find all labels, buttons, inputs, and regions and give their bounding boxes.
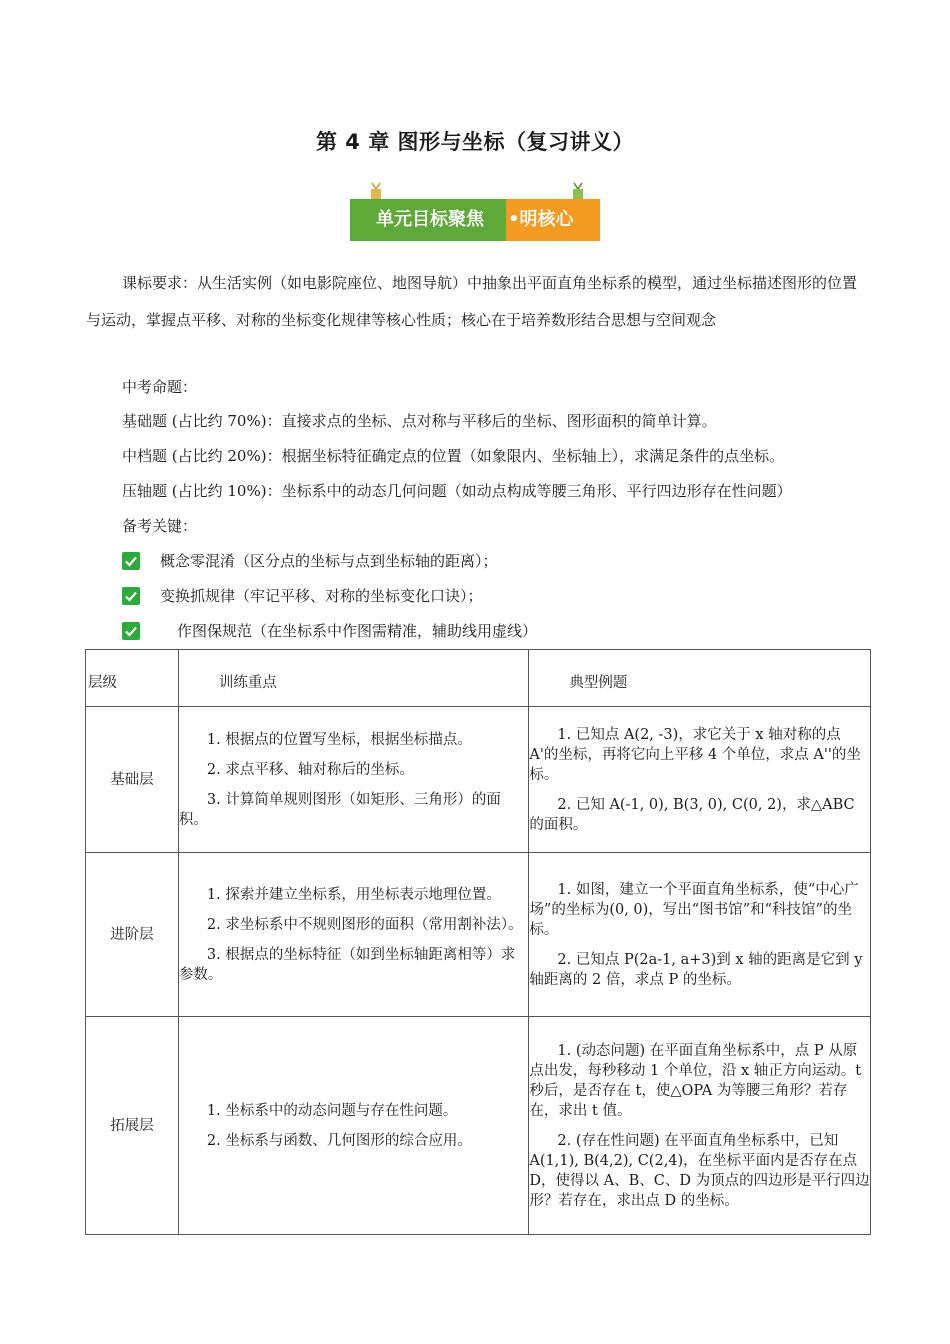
example-item: 2. 已知点 P(2a-1, a+3)到 x 轴的距离是它到 y 轴距离的 2 倍，求点 P 的坐标。 (529, 951, 863, 988)
row-focus (178, 1017, 529, 1235)
example-item: 2. 已知 A(-1, 0), B(3, 0), C(0, 2)，求△ABC 的面积。 (529, 796, 855, 833)
exam-item-basic: 基础题 (占比约 70%)：直接求点的坐标、点对称与平移后的坐标、图形面积的简单计算。 (122, 412, 717, 430)
binder-clip-icon (370, 182, 382, 200)
section-banner (350, 182, 600, 242)
curriculum-requirement: 课标要求：从生活实例（如电影院座位、地图导航）中抽象出平面直角坐标系的模型，通过坐标描述图形的位置与运动，掌握点平移、对称的坐标变化规律等核心性质；核心在于培养数形结合思想与空间观念 (86, 274, 858, 329)
header-level: 层级 (86, 650, 179, 707)
prep-item: 变换抓规律（牢记平移、对称的坐标变化口诀）； (160, 587, 483, 605)
row-examples (529, 707, 871, 853)
focus-item: 3. 根据点的坐标特征（如到坐标轴距离相等）求参数。 (178, 946, 516, 983)
table-row (86, 1017, 871, 1235)
row-examples (529, 1017, 871, 1235)
row-focus (178, 853, 529, 1017)
example-item: 2. (存在性问题) 在平面直角坐标系中，已知 A(1,1), B(4,2), C(2,4)，在坐标平面内是否存在点 D，使得以 A、B、C、D 为顶点的四边形是平行四边形？若存在，求出点 D 的坐标。 (529, 1132, 870, 1209)
page-title: 第 4 章 图形与坐标（复习讲义） (315, 130, 635, 154)
exam-item-medium: 中档题 (占比约 20%)：根据坐标特征确定点的位置（如象限内、坐标轴上），求满足条件的点坐标。 (122, 447, 785, 465)
exam-item-hard: 压轴题 (占比约 10%)：坐标系中的动态几何问题（如动点构成等腰三角形、平行四边形存在性问题） (122, 482, 792, 500)
focus-item: 1. 坐标系中的动态问题与存在性问题。 (206, 1102, 458, 1119)
exam-heading: 中考命题： (122, 378, 198, 396)
training-table (85, 649, 871, 1235)
focus-item: 1. 探索并建立坐标系，用坐标表示地理位置。 (206, 886, 501, 903)
banner-left-text: 单元目标聚焦 (376, 209, 484, 230)
prep-heading: 备考关键： (122, 517, 198, 535)
example-item: 1. 如图，建立一个平面直角坐标系，使“中心广场”的坐标为(0, 0)，写出“图书馆”和“科技馆”的坐标。 (529, 881, 859, 938)
row-level: 进阶层 (86, 853, 179, 1017)
example-item: 1. (动态问题) 在平面直角坐标系中，点 P 从原点出发，每秒移动 1 个单位，沿 x 轴正方向运动。t 秒后，是否存在 t，使△OPA 为等腰三角形？若存在，求出 t 值。 (529, 1042, 862, 1119)
checkbox-checked-icon (122, 622, 140, 640)
row-level: 拓展层 (86, 1017, 179, 1235)
banner-right-text: •明核心 (508, 209, 574, 230)
row-level: 基础层 (86, 707, 179, 853)
example-item: 1. 已知点 A(2, -3)，求它关于 x 轴对称的点 A'的坐标，再将它向上平移 4 个单位，求点 A''的坐标。 (529, 726, 861, 783)
focus-item: 1. 根据点的位置写坐标，根据坐标描点。 (206, 731, 472, 748)
checkbox-checked-icon (122, 587, 140, 605)
focus-item: 2. 坐标系与函数、几何图形的综合应用。 (206, 1132, 472, 1149)
prep-item: 作图保规范（在坐标系中作图需精准，辅助线用虚线） (177, 622, 538, 640)
checkbox-checked-icon (122, 552, 140, 570)
focus-item: 2. 求点平移、轴对称后的坐标。 (206, 761, 414, 778)
focus-item: 3. 计算简单规则图形（如矩形、三角形）的面积。 (178, 791, 501, 828)
binder-clip-icon (572, 182, 584, 200)
header-examples: 典型例题 (529, 650, 871, 707)
row-examples (529, 853, 871, 1017)
row-focus (178, 707, 529, 853)
focus-item: 2. 求坐标系中不规则图形的面积（常用割补法）。 (206, 916, 523, 933)
header-focus: 训练重点 (178, 650, 529, 707)
table-row (86, 853, 871, 1017)
prep-item: 概念零混淆（区分点的坐标与点到坐标轴的距离）； (160, 552, 498, 570)
table-header-row (86, 650, 871, 707)
table-row (86, 707, 871, 853)
